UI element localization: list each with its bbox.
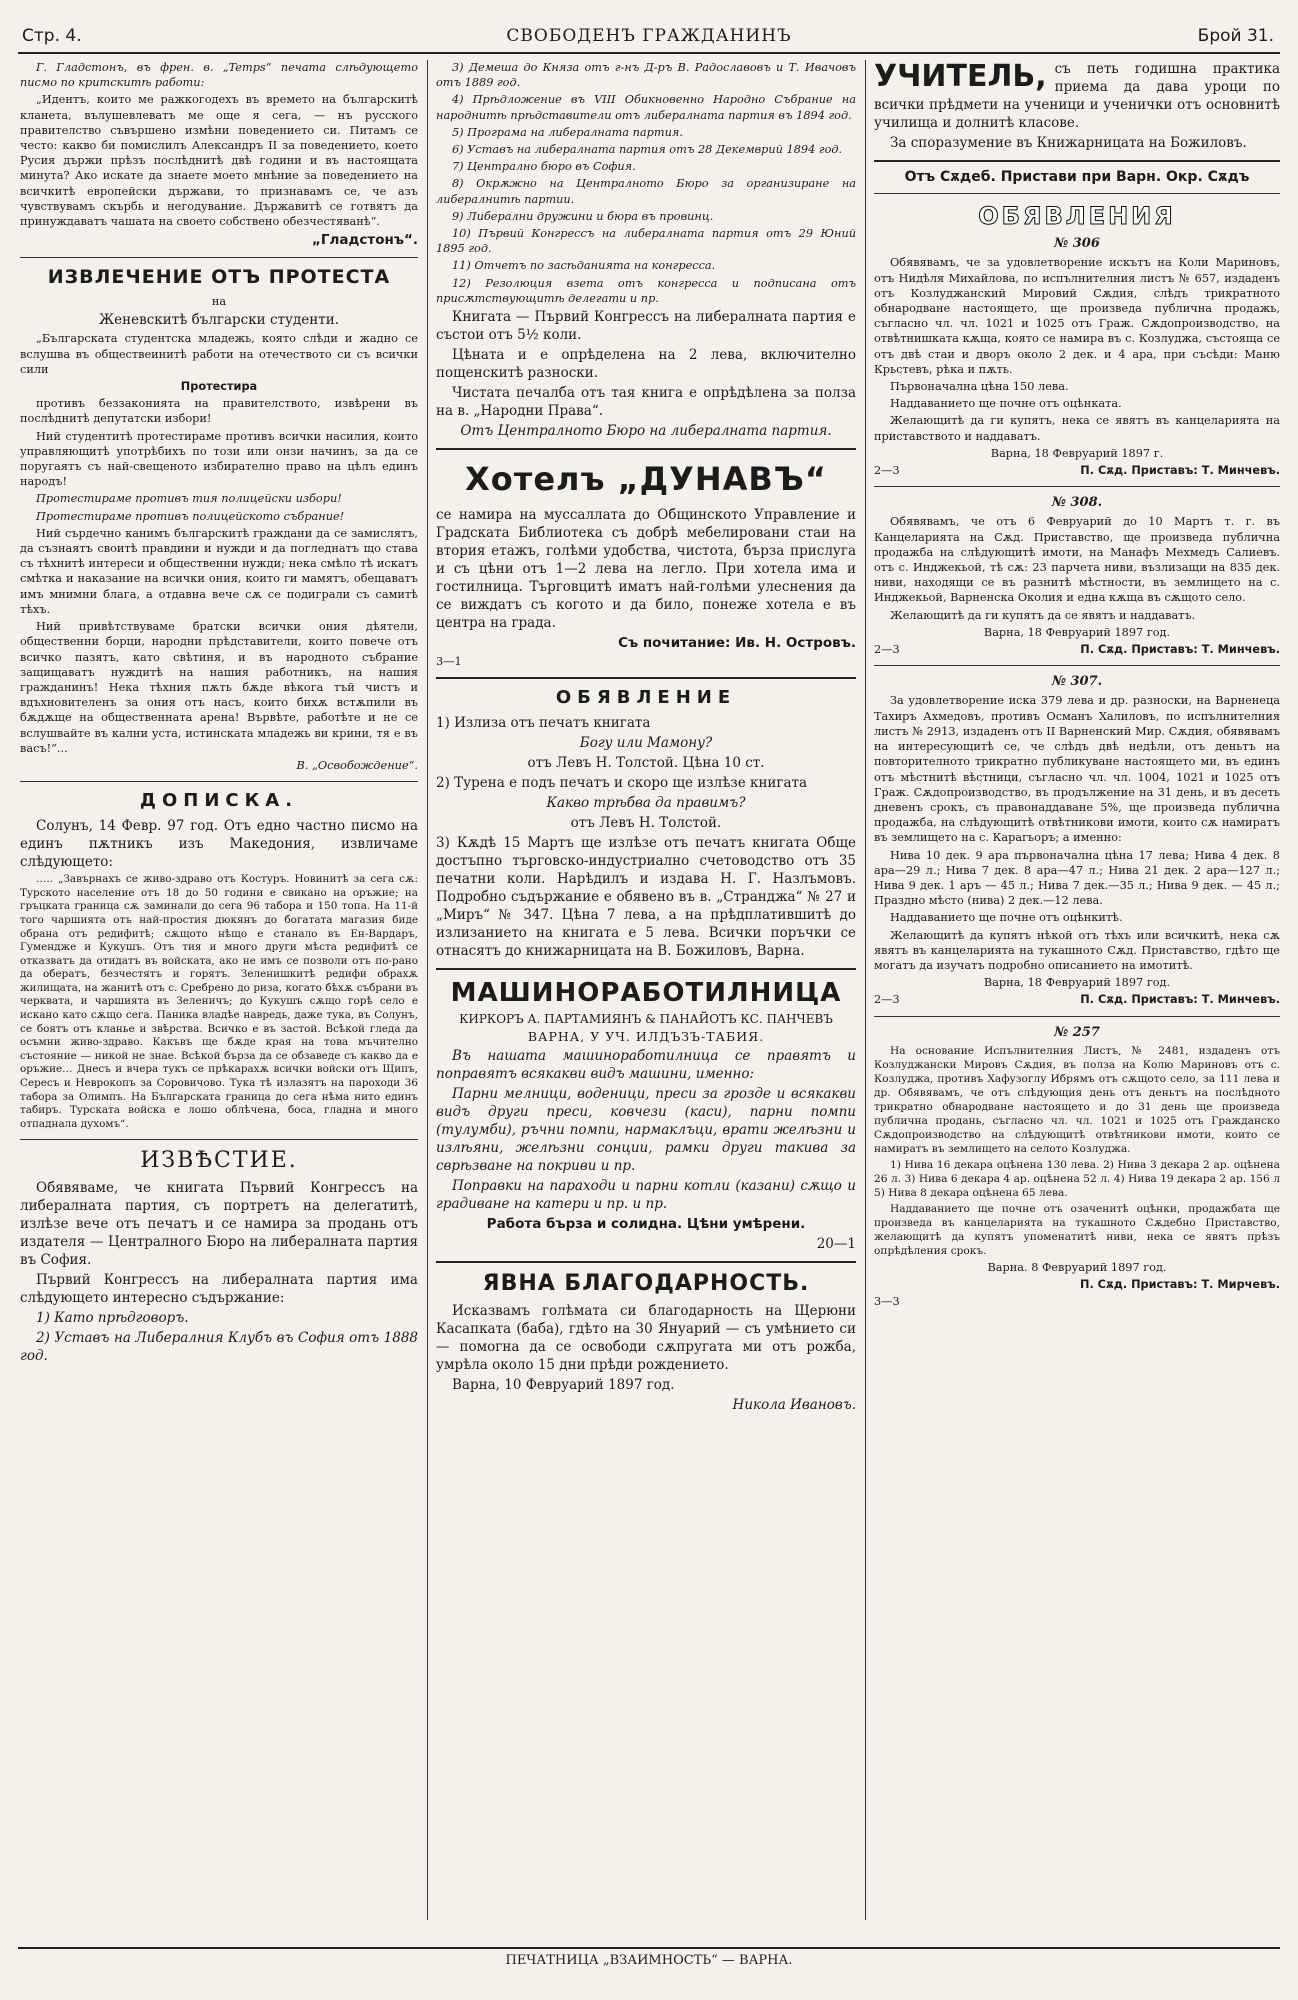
book-ad-line: Богу или Мамону?: [579, 735, 713, 752]
contents-item: 4) Прѣдложение въ VIII Обикновенно Народно Събрание на народнитѣ прѣдставители отъ либералната партия въ 1894 год.: [436, 93, 856, 122]
announcement-body: Обявявамъ, че отъ 6 Февруарий до 10 Мартъ т. г. въ Канцеларията на Сѫд. Приставство, ще произведа публична продажба на слѣдующитѣ имоти, на Манафъ Мехмедъ Салиевъ. отъ с. Инджекьой, тѣ сѫ: 23 парчета ниви, възлизащи на 835 дек. ниви, находящи се въ разнитѣ мѣстности, въ землището на с. Инджекьой, Варненска Околия и една кѫща въ сѫщото село.: [874, 515, 1280, 605]
protest-source: В. „Освобождение“.: [296, 758, 418, 772]
announcement-body: На основание Испълнителния Листъ, № 2481, издаденъ отъ Козлуджански Мировъ Сѫдия, въ полза на Колю Мариновъ отъ с. Козлуджа, противъ Хафузоглу Ибрямъ отъ сѫщото село, за 111 лева и др. Обявявамъ, че отъ слѣдующия день отъ деньтъ на послѣдното трикратно обнародване настоящето и до 31 день ще произведа публична продань, съгласно чл. чл. 1021 и 1025 отъ Гражданско Сѫдопроизводство на слѣдующитѣ отвѣтникови имоти, които се намиратъ въ землището на селото Козлуджа.: [874, 1044, 1280, 1155]
announcement-footer: [874, 992, 1280, 1007]
column-middle: [436, 60, 856, 1920]
thanks-date: Варна, 10 Февруарий 1897 год.: [452, 1376, 675, 1393]
announcement-date: Варна, 18 Февруарий 1897 г.: [990, 446, 1164, 460]
workshop-mark: 20—1: [816, 1235, 856, 1252]
teacher-contact: За споразумение въ Книжарницата на Божиловъ.: [890, 135, 1247, 151]
news-article: [20, 1148, 418, 1365]
thanks-sign: Никола Ивановъ.: [732, 1396, 856, 1413]
book-ad-line: 2) Турена е подъ печатъ и скоро ще излѣзе книгата: [436, 775, 808, 792]
announcement-date: Варна, 18 Февруарий 1897 год.: [983, 976, 1171, 990]
book-ad-title: ОБЯВЛЕНИЕ: [555, 687, 737, 709]
book-ad-line: Какво трѣбва да правимъ?: [546, 795, 746, 812]
book-profit: Чистата печалба отъ тая книга е опрѣдѣлена за полза на в. „Народни Права“.: [436, 385, 856, 420]
announcement-mark: 3—3: [874, 1295, 900, 1309]
protest-p7: Ний привѣтствуваме братски всички ония дѣятели, общественни борци, народни прѣдставители, които повече отъ всичко пазятъ, като свѣтиня, и въ народното събрание защищаватъ нуждитѣ на нашия работникъ, на нашия гражданинъ! Нека тѣхния пѫть бѫде вѣкогa тъй чистъ и вдъхновителенъ за ония отъ насъ, които бихѫ встѫпили въ бѫдѫще на общественната арена! Вървѣте, работѣте и не се вслушвайте въ кални уста, истинската младежь ви крини, тя е въ васъ!“...: [20, 620, 418, 755]
announcement-line: Първоначална цѣна 150 лева.: [890, 380, 1069, 394]
workshop-address: ВАРНА, У УЧ. ИЛДЪЗЪ-ТАБИЯ.: [527, 1029, 765, 1045]
protest-article: [20, 266, 418, 773]
announcement-number: № 308.: [1051, 495, 1103, 511]
congress-contents: [436, 60, 856, 440]
contents-item: 6) Уставъ на либералната партия отъ 28 Декемврий 1894 год.: [452, 143, 843, 157]
protest-title: ИЗВЛЕЧЕНИЕ ОТЪ ПРОТЕСТА: [47, 266, 391, 289]
announcement-307: [874, 674, 1280, 1007]
book-info: Книгата — Първий Конгрессъ на либералната партия е състои отъ 5½ коли.: [436, 309, 856, 344]
letter-body: ….. „Завърнахъ се живо-здраво отъ Костуръ. Новинитѣ за сега сѫ: Турското население отъ 18 до 50 години е свикано на оръжие; на гръцката граница сѫ заминали до сега 96 табора и 150 топа. На 11-й того чаршията отъ най-простия дюкянъ до богатата магазия биде обрана отъ редифитѣ; сѫщото нѣщо е станало въ Ен-Вардаръ, Гумендже и Кукушъ. Отъ тия и много други мѣста редифитѣ се отказватъ да отидатъ въ войската, ако не имъ се позволи отъ по-рано да обератъ, безчестятъ и горятъ. Зеленишкитѣ редифи обрахѫ жилищата, на жанитѣ отъ с. Сребрено до риза, когато бѣхѫ събрани въ черквата, и чаршията въ Зеленичъ; до Кукушъ сѫщо горѣ село е искано като сѫщо сега. Паника владѣе навредь, даже тука, въ Солунъ, се боятъ отъ кланье и звѣрства. Всичко е въ застой. Всѣкой гледа да осъмни живо-здраво. Какъвъ ще бѫде края на това мъчително състояние — никой не знае. Всѣкой бърза да се обзаведе съ какво да е оръжие… Днесъ и вчера тукъ се прѣкарахѫ всички войски отъ Щипъ, Сересъ и Неврокопъ за Соровичово. Тука тѣ излазятъ на пароходи 36 табора за Олимпъ. На Българската граница до сега нѣма нито единъ табиръ. Турската войска е лошо облѣчена, боса, гладна и много отпаднала духомъ“.: [20, 873, 418, 1130]
newspaper-title: СВОБОДЕНЪ ГРАЖДАНИНЪ: [506, 26, 792, 46]
announcement-308: [874, 495, 1280, 657]
column-rule-2: [865, 60, 866, 1920]
column-rule-1: [427, 60, 428, 1920]
workshop-title: МАШИНОРАБОТИЛНИЦА: [450, 978, 842, 1009]
page-header: [18, 12, 1280, 54]
announcements-title: ОБЯВЛЕНИЯ: [978, 202, 1176, 231]
announcement-257: [874, 1025, 1280, 1310]
contents-item: 8) Окрѫжно на Централното Бюро за организиране на либералнитѣ партии.: [436, 177, 856, 206]
book-ad-line: 3) Кѫдѣ 15 Мартъ ще излѣзе отъ печатъ книгата Обще достъпно търговско-индустриално счетоводство отъ 35 печатни коли. Нарѣдилъ и издава Н. Г. Назлъмовъ. Подробно съдържание е обявено въ в. „Странджа“ № 27 и „Миръ“ № 347. Цѣна 7 лева, а на прѣдплатившитѣ до излизанието на книгата е 5 лева. Всички поръчки се отнасятъ до книжарницата на В. Божиловъ, Варна.: [436, 835, 856, 960]
letter-article: [20, 790, 418, 1131]
contents-item: 11) Отчетъ по засѣданията на конгресса.: [452, 259, 716, 273]
protest-p1: „Българската студентска младежь, която слѣди и жадно се вслушва въ обществеинитѣ работи на отечеството си съ всички сили: [20, 332, 418, 376]
news-p2: Първий Конгрессъ на либералната партия има слѣдующето интересно съдържание:: [20, 1272, 418, 1307]
protest-p4: Протестираме противъ тия полицейски избори!: [36, 492, 342, 506]
gladstone-sign: „Гладстонъ“.: [312, 232, 418, 249]
protest-word: Протестира: [180, 380, 258, 394]
announcement-date: Варна. 8 Февруарий 1897 год.: [987, 1260, 1167, 1274]
announcement-mark: 2—3: [874, 643, 900, 657]
book-price: Цѣната и е опрѣделена на 2 лева, включително пощенскитѣ разноски.: [436, 347, 856, 382]
thanks-body: Исказвамъ голѣмата си благодарность на Щерюни Касапката (баба), гдѣто на 30 Януарий — съ умѣнието си — помогна да се освободи сѫпругата ми отъ рожба, умрѣла около 15 дни прѣди рождението.: [436, 1302, 856, 1373]
book-ad-line: отъ Левъ Н. Толстой.: [570, 815, 722, 832]
contents-item: 9) Либерални дружини и бюра въ провинц.: [452, 209, 714, 223]
protest-p3: Ний студентитѣ протестираме противъ всички насилия, които управляющитѣ употрѣбихъ по този или онзи начинъ, за да се поругаятъ съ най-свещеното избирателно право на цѣлъ единъ народъ!: [20, 429, 418, 489]
announcement-line: Наддаванието ще почне отъ оцѣнката.: [890, 397, 1122, 411]
announcement-line: Наддаванието ще почне отъ оцѣнкитѣ.: [890, 911, 1123, 925]
contents-item: 7) Централно бюро въ София.: [452, 160, 636, 174]
teacher-ad: [874, 60, 1280, 152]
announcement-line: 1) Нива 16 декара оцѣнена 130 лева. 2) Нива 3 декара 2 ар. оцѣнена 26 л. 3) Нива 6 декара 4 ар. оцѣнена 52 л. 4) Нива 19 декара 2 ар. 156 л 5) Нива 8 декара оцѣнена 65 лева.: [874, 1158, 1280, 1199]
announcement-sign: П. Сѫд. Приставъ: Т. Минчевъ.: [1080, 643, 1280, 657]
announcement-306: [874, 236, 1280, 478]
workshop-p1: Въ нашата машиноработилница се правятъ и поправятъ всякакви видъ машини, именно:: [436, 1047, 856, 1082]
announcement-number: № 306: [1054, 236, 1100, 252]
newspaper-page: [18, 12, 1280, 1988]
announcement-footer: [874, 642, 1280, 657]
workshop-p2: Парни мелници, воденици, преси за грозде и всякакви видъ други преси, ковчези (каси), парни помпи (тулумби), ръчни помпи, нармаклъци, врати желѣзни и излѣяни, желѣзни сонции, рамки други такива за сврѣзване на покриви и пр.: [436, 1085, 856, 1174]
hotel-sign: Съ почитание: Ив. Н. Островъ.: [618, 635, 856, 652]
gladstone-letter: [20, 60, 418, 249]
protest-p5: Протестираме противъ полицейското събрание!: [36, 509, 345, 523]
announcement-line: Желающитѣ да купятъ нѣкой отъ тѣхъ или всичкитѣ, нека сѫ явятъ въ канцеларията на тукашното Сѫд. Приставство, гдѣто ще могатъ да изучатъ подробно описанието на имотитѣ.: [874, 928, 1280, 972]
contents-item: 10) Първий Конгрессъ на либералната партия отъ 29 Юний 1895 год.: [436, 227, 856, 256]
bailiff-heading: Отъ Сѫдеб. Пристави при Варн. Окр. Сѫдъ: [904, 169, 1250, 185]
column-right: [874, 60, 1280, 1920]
book-ad-line: отъ Левъ Н. Толстой. Цѣна 10 ст.: [527, 755, 765, 772]
thanks-title: ЯВНА БЛАГОДАРНОСТЬ.: [482, 1270, 810, 1296]
workshop-owners: КИРКОРЪ А. ПАРТАМИЯНЪ & ПАНАЙОТЪ КС. ПАНЧЕВЪ: [459, 1012, 833, 1027]
announcement-line: Наддаванието ще почне отъ озаченитѣ оцѣнки, продажбата ще произведа въ канцеларията на тукашното Сѫдебно Приставство, желающитѣ да купятъ упоменатитѣ ниви, нека се явятъ прѣзъ опрѣдѣления срокъ.: [874, 1202, 1280, 1257]
news-item-2: 2) Уставъ на Либералния Клубъ въ София отъ 1888 год.: [20, 1330, 418, 1365]
book-from: Отъ Централното Бюро на либералната партия.: [460, 423, 832, 440]
workshop-ad: [436, 978, 856, 1252]
hotel-body: се намира на мусcаллата до Общинското Управление и Градската Библиотека съ добрѣ мебелировани стаи на втория етажъ, голѣми удобства, чистота, бърза прислуга и съ цѣни отъ 1—2 лева на легло. При хотела има и гостилница. Търговцитѣ иматъ най-голѣми улеснения да се виждатъ съ когото и да било, понеже хотела е въ центра на града.: [436, 507, 856, 632]
letter-title: ДОПИСКА.: [139, 790, 299, 812]
protest-p2: противъ беззаконията на правителството, извѣрени въ послѣднитѣ депутатски избори!: [20, 397, 418, 426]
hotel-mark: 3—1: [436, 655, 462, 669]
letter-lead: Солунъ, 14 Февр. 97 год. Отъ едно частно писмо на единъ пѫтникъ изъ Македония, извличаме слѣдующето:: [20, 818, 418, 871]
news-item-1: 1) Като прѣдговоръ.: [36, 1310, 189, 1327]
announcement-sign: П. Сѫд. Приставъ: Т. Мирчевъ.: [1079, 1277, 1280, 1291]
book-ad: [436, 687, 856, 960]
contents-item: 12) Резолюция взета отъ конгресса и подписана отъ присѫтствующитѣ делегати и пр.: [436, 276, 856, 305]
announcement-footer: [874, 463, 1280, 478]
announcement-date: Варна, 18 Февруарий 1897 год.: [983, 625, 1171, 639]
contents-item: 3) Демеша до Княза отъ г-нъ Д-ръ В. Радославовъ и Т. Ивачовъ отъ 1889 год.: [436, 61, 856, 90]
announcement-mark: 2—3: [874, 993, 900, 1007]
news-title: ИЗВѢСТИЕ.: [140, 1148, 298, 1174]
teacher-title: УЧИТЕЛЬ,: [874, 60, 1047, 94]
announcement-body: Обявявамъ, че за удовлетворение искътъ на Коли Мариновъ, отъ Нидѣля Михайлова, по испълнителния листъ № 657, издаденъ отъ Козлуджанский Мировий Сѫдия, слѣдъ трикратното обнародване настоящето, ще произведа публична продажь, съгласно чл. чл. 1021 и 1025 отъ Граж. Сѫдопроизводство, на отвѣтнишката кѫща, която се намира въ с. Козлуджа, състояща се отъ двѣ стаи и дворъ около 2 дек. и 4 ара, при съсѣди: Маню Крьстевъ, рѣка и пѫть.: [874, 256, 1280, 376]
teacher-body: съ петь годишна практика приема да дава уроци по всички прѣдмети на ученици и ученички отъ основнитѣ училища и долнитѣ класове.: [874, 61, 1280, 131]
column-left: [20, 60, 418, 1920]
announcement-number: № 307.: [1051, 674, 1103, 690]
contents-item: 5) Програма на либералната партия.: [452, 125, 683, 139]
announcement-number: № 257: [1054, 1024, 1100, 1040]
issue-number: Брой 31.: [1197, 26, 1274, 46]
gladstone-intro: Г. Гладстонъ, въ френ. в. „Temps“ печата слѣдующето писмо по критскитѣ работи:: [20, 61, 418, 90]
announcement-sign: П. Сѫд. Приставъ: Т. Минчевъ.: [1080, 993, 1280, 1007]
announcement-body: За удовлетворение иска 379 лева и др. разноски, на Варненеца Тахиръ Ахмедовъ, противъ Османъ Халиловъ, по испълнителния листъ № 2913, издаденъ отъ II Варненский Мир. Сѫдия, обявявамъ на интересующитѣ се, че слѣдъ двѣ недѣли, отъ деньтъ на повторителното трикратно публикуване настоящето ми, въ единъ отъ мѣстнитѣ вѣстници, съгласно чл. чл. 1004, 1021 и 1025 отъ Граж. Сѫдопроизводство, въ продължение на 31 день, и въ десеть дневенъ срокъ, съ правонаддаване 5%, ще произведа публична продажба, на слѣдующитѣ отвѣтникови имоти, които сѫ намиратъ въ землището на с. Карагьоръ; а именно:: [874, 694, 1280, 845]
workshop-p4: Работа бърза и солидна. Цѣни умѣрени.: [486, 1215, 806, 1232]
announcement-line: Нива 10 дек. 9 ара първоначална цѣна 17 лева; Нива 4 дек. 8 ара—29 л.; Нива 7 дек. 8 ара—47 л.; Нива 21 дек. 2 ара—127 л.; Нива 9 дек. 1 аръ — 45 л.; Нива 7 дек.—35 л.; Нива 9 дек. — 45 л.; Праздно мѣсто (нива) 2 дек.—12 лева.: [874, 848, 1280, 908]
hotel-title: Хотелъ „ДУНАВЪ“: [465, 460, 827, 499]
announcement-sign: П. Сѫд. Приставъ: Т. Минчевъ.: [1080, 464, 1280, 478]
thanks-ad: [436, 1271, 856, 1414]
book-ad-line: 1) Излиза отъ печатъ книгата: [436, 715, 651, 732]
gladstone-body: „Идентъ, които ме ражкогодехъ въ времето на българскитѣ кланета, вълушевлеватъ ме още я сега, — нъ русского правителство съвършено измѣни поведението си. Питамъ се често: какво би помислилъ Александръ II за поведението, което Русия държи прѣзъ послѣднитѣ двѣ години и въ настоящата минута? Ако искате да знаете моето мнѣние за поведението на всичкитѣ европейски държави, то признавамъ се, че азъ чувствувамъ скърбь и негодувание. Държавитѣ се готвятъ да принуждаватъ чашата на своето собствено обезчестяванѣ“.: [20, 93, 418, 229]
announcement-mark: 2—3: [874, 464, 900, 478]
announcement-line: Желающитѣ да ги купятъ да се явятъ и наддаватъ.: [890, 608, 1196, 622]
protest-p6: Ний сърдечно канимъ българскитѣ граждани да се замислятъ, да съзнаятъ своитѣ правдини и нужди и да погледнатъ що става съ тѣхнитѣ интереси и общественни нужди; нека смѣло тѣ искатъ смѣтка и наказание на всички ония, които ги мамятъ, обещаватъ имъ мнимни блага, а отдавна вече сѫ се подиграли съ самитѣ тѣхъ.: [20, 526, 418, 616]
hotel-ad: [436, 460, 856, 669]
protest-sub2: Женевскитѣ български студенти.: [98, 312, 339, 329]
workshop-p3: Поправки на параходи и парни котли (казани) сѫщо и градиване на катери и пр. и пр.: [436, 1177, 856, 1212]
news-p1: Обявяваме, че книгата Първий Конгрессъ на либералната партия, съ портретъ на делегатитѣ, излѣзе вече отъ печатъ и се намира за продань отъ издателя — Централного Бюро на либералната партия въ София.: [20, 1180, 418, 1269]
protest-sub1: на: [211, 295, 227, 309]
announcement-line: Желающитѣ да ги купятъ, нека се явятъ въ канцеларията на приставството и наддаватъ.: [874, 414, 1280, 443]
page-number: Стр. 4.: [22, 26, 82, 46]
printer-footer: ПЕЧАТНИЦА „ВЗАИМНОСТЬ“ — ВАРНА.: [18, 1947, 1280, 1968]
